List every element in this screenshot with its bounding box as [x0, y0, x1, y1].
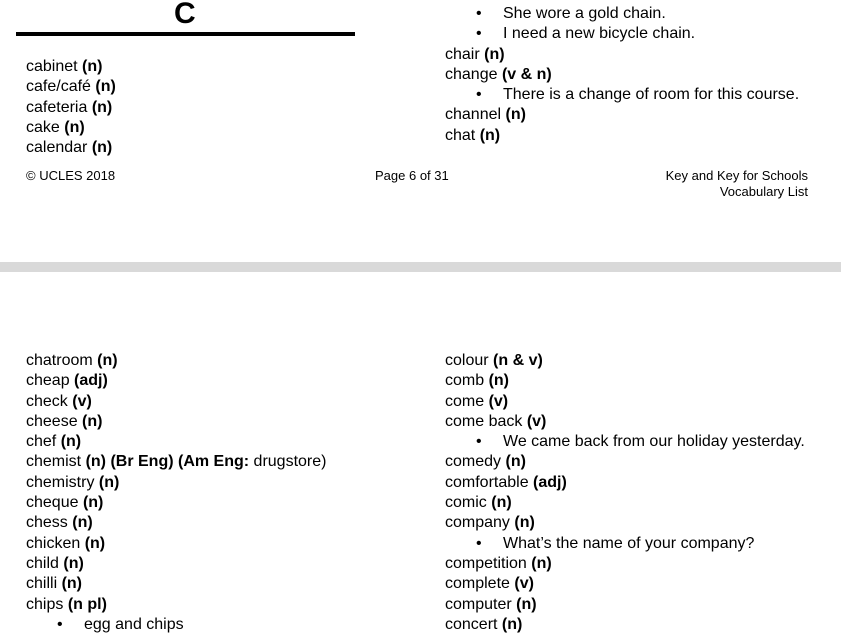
vocab-entry: cake (n)	[26, 118, 85, 136]
vocab-entry: concert (n)	[445, 615, 523, 633]
vocab-column-left	[26, 351, 326, 635]
vocab-entry: chess (n)	[26, 514, 93, 532]
vocab-entry: complete (v)	[445, 575, 534, 593]
vocab-entry: chat (n)	[445, 126, 501, 144]
document-page-7	[0, 272, 841, 639]
vocab-entry: comb (n)	[445, 372, 510, 390]
vocab-entry: colour (n & v)	[445, 352, 543, 369]
vocab-entry: cafeteria (n)	[26, 98, 113, 116]
vocab-entry: chef (n)	[26, 433, 82, 451]
section-divider	[16, 32, 355, 36]
vocab-entry: computer (n)	[445, 595, 537, 613]
vocab-entry: comic (n)	[445, 494, 512, 512]
vocab-entry: cheap (adj)	[26, 372, 108, 390]
vocab-entry: cheese (n)	[26, 412, 103, 430]
page-separator	[0, 262, 841, 272]
vocab-entry: channel (n)	[445, 106, 526, 124]
bullet-icon: •	[476, 25, 482, 43]
vocab-entry: comedy (n)	[445, 453, 526, 471]
footer-document-title: Key and Key for Schools Vocabulary List	[665, 168, 808, 199]
vocab-entry: child (n)	[26, 554, 84, 572]
vocab-entry: check (v)	[26, 392, 92, 410]
vocab-entry: chemistry (n)	[26, 473, 120, 491]
bullet-icon: •	[476, 86, 482, 104]
vocab-entry: chemist (n) (Br Eng) (Am Eng: drugstore)	[26, 453, 327, 471]
vocab-entry: cabinet (n)	[26, 58, 103, 75]
example-sentence: • What’s the name of your company?	[445, 534, 805, 554]
vocab-column-right	[445, 4, 799, 146]
bullet-icon: •	[476, 534, 482, 552]
vocab-entry: chatroom (n)	[26, 352, 118, 369]
bullet-icon: •	[476, 433, 482, 451]
vocab-entry: chilli (n)	[26, 575, 83, 593]
bullet-icon: •	[57, 615, 63, 633]
vocab-entry: company (n)	[445, 514, 535, 532]
vocab-entry: cafe/café (n)	[26, 78, 116, 96]
vocab-entry: chicken (n)	[26, 534, 106, 552]
vocab-entry: change (v & n)	[445, 65, 552, 83]
vocab-column-right	[445, 351, 805, 635]
vocab-entry: cheque (n)	[26, 494, 104, 512]
example-sentence: • There is a change of room for this course.	[445, 85, 799, 105]
vocab-entry: come (v)	[445, 392, 509, 410]
vocab-entry: come back (v)	[445, 412, 547, 430]
vocab-entry: calendar (n)	[26, 139, 113, 157]
bullet-icon: •	[476, 5, 482, 22]
document-page-6	[0, 0, 841, 262]
vocab-entry: comfortable (adj)	[445, 473, 567, 491]
vocab-entry: chair (n)	[445, 45, 505, 63]
example-sentence: • We came back from our holiday yesterday.	[445, 432, 805, 452]
vocab-entry: competition (n)	[445, 554, 552, 572]
vocab-entry: chips (n pl)	[26, 595, 107, 613]
example-sentence: • egg and chips	[26, 615, 326, 635]
vocab-column-left	[26, 57, 116, 158]
section-letter: C	[174, 0, 196, 30]
footer-page-number: Page 6 of 31	[375, 168, 449, 183]
example-sentence: • I need a new bicycle chain.	[445, 24, 799, 44]
example-sentence: • She wore a gold chain.	[445, 4, 799, 24]
footer-copyright: © UCLES 2018	[26, 168, 116, 183]
